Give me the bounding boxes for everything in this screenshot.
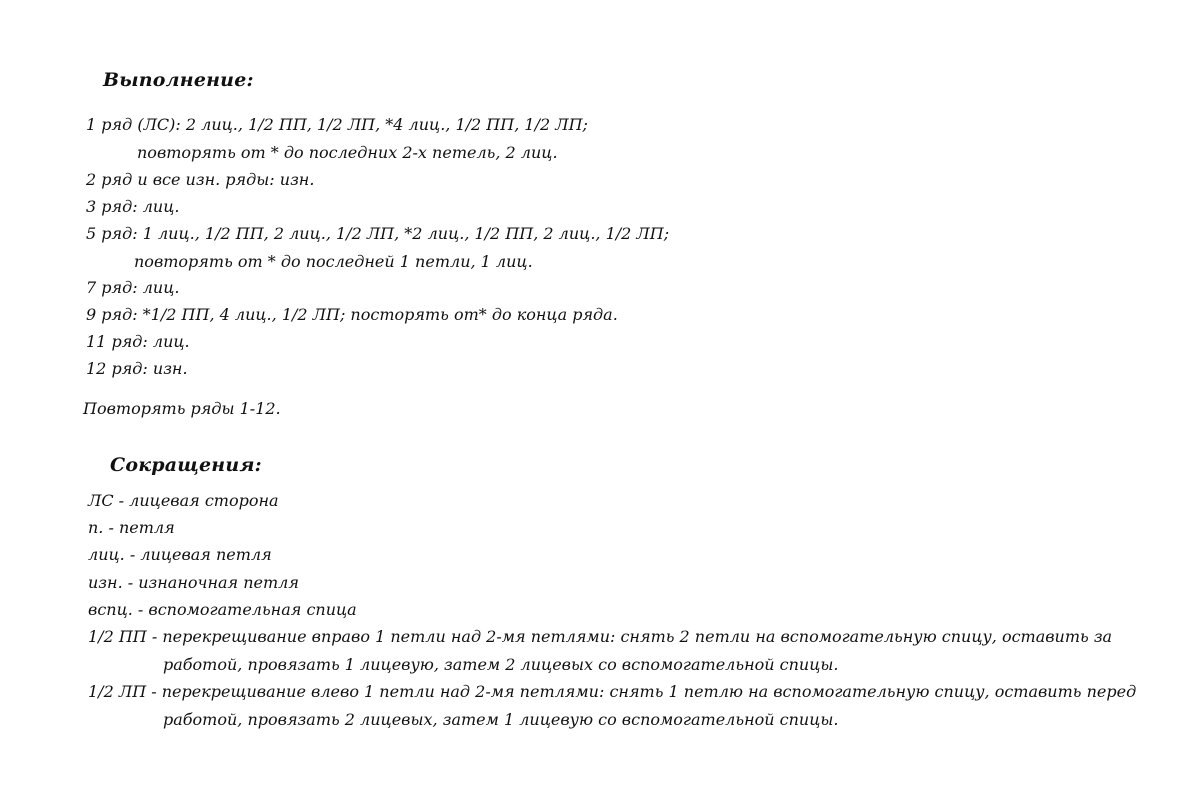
abbreviation-line: вспц. - вспомогательная спица	[88, 600, 357, 619]
instruction-line: 5 ряд: 1 лиц., 1/2 ПП, 2 лиц., 1/2 ЛП, *2 лиц., 1/2 ПП, 2 лиц., 1/2 ЛП;	[86, 224, 670, 243]
abbreviation-line: ЛС - лицевая сторона	[88, 491, 279, 510]
instruction-line: повторять от * до последней 1 петли, 1 лиц.	[134, 252, 533, 271]
abbreviation-line: работой, провязать 2 лицевых, затем 1 лицевую со вспомогательной спицы.	[163, 710, 839, 729]
abbreviation-line: 1/2 ПП - перекрещивание вправо 1 петли над 2-мя петлями: снять 2 петли на вспомогательную спицу, оставить за	[88, 627, 1113, 646]
instruction-line: 11 ряд: лиц.	[86, 332, 190, 351]
instruction-line: 7 ряд: лиц.	[86, 278, 180, 297]
instruction-line: 12 ряд: изн.	[86, 359, 188, 378]
repeat-instruction: Повторять ряды 1-12.	[83, 399, 281, 418]
instruction-line: 9 ряд: *1/2 ПП, 4 лиц., 1/2 ЛП; посторять от* до конца ряда.	[86, 305, 618, 324]
abbreviation-line: работой, провязать 1 лицевую, затем 2 лицевых со вспомогательной спицы.	[163, 655, 839, 674]
instruction-line: 3 ряд: лиц.	[86, 197, 180, 216]
abbreviations-heading: Сокращения:	[110, 454, 262, 476]
abbreviation-line: изн. - изнаночная петля	[88, 573, 299, 592]
abbreviation-line: 1/2 ЛП - перекрещивание влево 1 петли над 2-мя петлями: снять 1 петлю на вспомогательную спицу, оставить перед	[88, 682, 1137, 701]
abbreviation-line: п. - петля	[88, 518, 175, 537]
instruction-line: 1 ряд (ЛС): 2 лиц., 1/2 ПП, 1/2 ЛП, *4 лиц., 1/2 ПП, 1/2 ЛП;	[86, 115, 588, 134]
instruction-line: повторять от * до последних 2-х петель, 2 лиц.	[137, 143, 558, 162]
abbreviation-line: лиц. - лицевая петля	[88, 545, 272, 564]
execution-heading: Выполнение:	[103, 69, 254, 91]
instruction-line: 2 ряд и все изн. ряды: изн.	[86, 170, 315, 189]
